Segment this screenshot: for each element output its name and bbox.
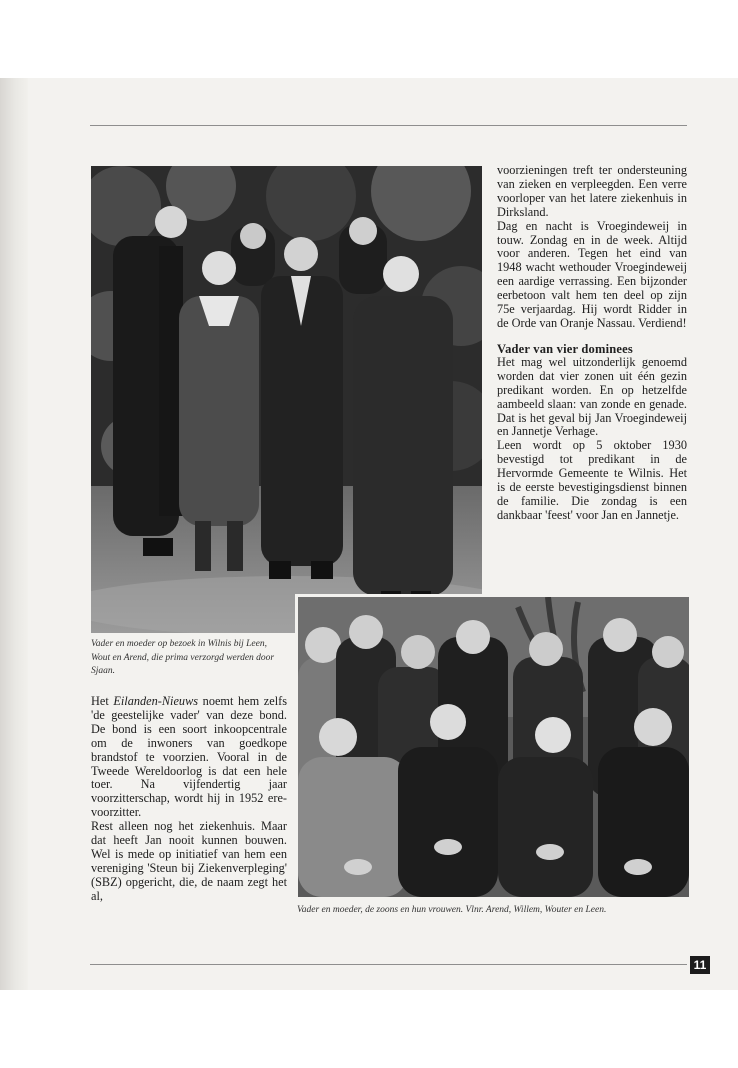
paragraph: Het mag wel uitzonderlijk genoemd worden dat vier zonen uit één gezin predikant worden. En op hetzelfde aambeeld slaan: van zonde en genade. Dat is het geval bij Jan Vroegindeweij en Jannetje Verhage. (497, 354, 687, 439)
photo-family-portrait-image (298, 597, 689, 897)
text-span: noemt hem zelfs 'de geestelijke vader' van deze bond. De bond is een soort inkoopcentrale om de inwoners van goedkope brandstof te voorzien. Vooral in de Tweede Wereldoorlog is dat een hele toer. Na vijfendertig jaar voorzitterschap, wordt hij in 1952 ere-voorzitter. (91, 694, 287, 820)
newspaper-name: Eilanden-Nieuws (113, 694, 199, 708)
photo-family-visit (91, 166, 482, 633)
paragraph: Rest alleen nog het ziekenhuis. Maar dat heeft Jan nooit kunnen bouwen. Wel is mede op initiatief van hem een vereniging 'Steun bij Ziekenverpleging' (SBZ) opgericht, die, de naam zegt het al, (91, 819, 287, 903)
paragraph: Dag en nacht is Vroegindeweij in touw. Zondag en in de week. Altijd voor anderen. Tegen het eind van 1948 wacht wethouder Vroegindeweij een aardige verrassing. Een bijzonder eerbetoon valt hem ten deel op zijn 75e verjaardag. Hij wordt Ridder in de Orde van Oranje Nassau. Verdiend! (497, 218, 687, 330)
text-span: Het (91, 694, 114, 708)
photo-caption-bottom: Vader en moeder, de zoons en hun vrouwen. Vlnr. Arend, Willem, Wouter en Leen. (297, 905, 607, 915)
magazine-page (0, 78, 738, 990)
top-rule (90, 125, 687, 126)
bottom-rule (90, 964, 687, 965)
paragraph: Leen wordt op 5 oktober 1930 bevestigd tot predikant in de Hervormde Gemeente te Wilnis. Het is de eerste bevestigingsdienst binnen de familie. Die zondag is een dankbaar 'feest' voor Jan en Jannetje. (497, 438, 687, 522)
paragraph: voorzieningen treft ter ondersteuning van zieken en verpleegden. Een verre voorloper van het latere ziekenhuis in Dirksland. (497, 163, 687, 219)
photo-family-portrait (295, 594, 689, 897)
page-spine-shadow (0, 78, 28, 990)
photo-family-visit-image (91, 166, 482, 633)
page-number: 11 (690, 956, 710, 974)
paragraph (91, 695, 287, 820)
right-text-column (497, 164, 687, 523)
photo-caption-top: Vader en moeder op bezoek in Wilnis bij Leen, Wout en Arend, die prima verzorgd werden door Sjaan. (91, 639, 275, 676)
section-heading: Vader van vier dominees (497, 341, 633, 356)
left-text-column (91, 695, 287, 904)
